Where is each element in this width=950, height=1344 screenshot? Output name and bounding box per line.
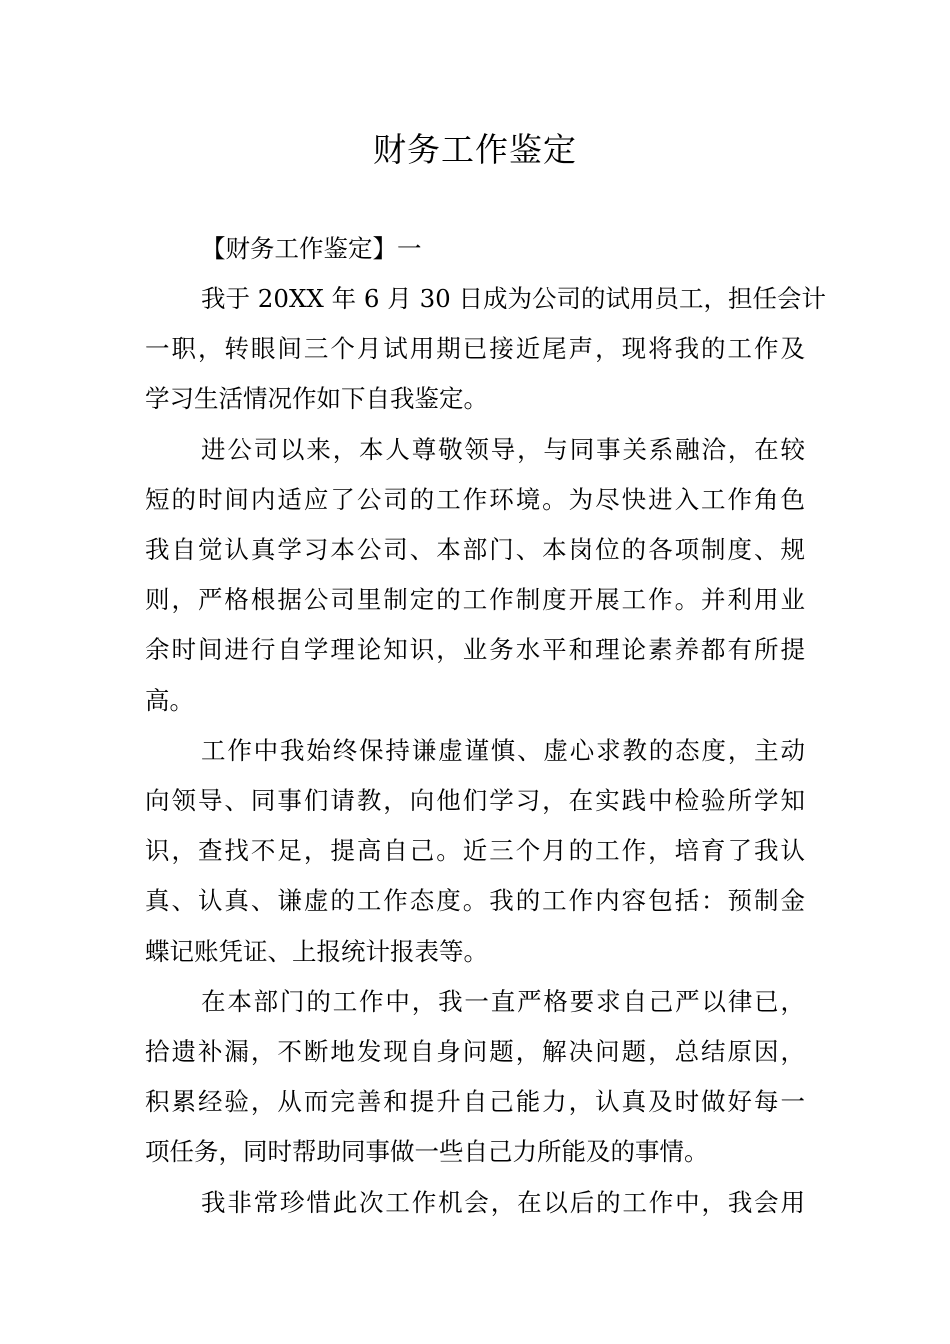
document-title: 财务工作鉴定 <box>373 130 577 169</box>
body-paragraph <box>145 977 805 1178</box>
paragraph-line: 我于 20XX 年 6 月 30 日成为公司的试用员工，担任会计 <box>201 284 827 313</box>
paragraph-line: 短的时间内适应了公司的工作环境。为尽快进入工作角色 <box>145 484 805 514</box>
paragraph-line: 一职，转眼间三个月试用期已接近尾声，现将我的工作及 <box>145 334 805 364</box>
section-heading: 【财务工作鉴定】一 <box>201 234 422 263</box>
paragraph-line: 积累经验，从而完善和提升自己能力，认真及时做好每一 <box>145 1087 805 1117</box>
paragraph-line: 真、认真、谦虚的工作态度。我的工作内容包括：预制金 <box>145 886 805 916</box>
paragraph-line: 余时间进行自学理论知识，业务水平和理论素养都有所提 <box>145 635 805 665</box>
paragraph-line: 学习生活情况作如下自我鉴定。 <box>145 384 488 414</box>
body-paragraph <box>145 425 805 726</box>
body-paragraph <box>145 726 805 977</box>
paragraph-line: 拾遗补漏，不断地发现自身问题，解决问题，总结原因， <box>145 1037 805 1067</box>
body-paragraph <box>145 1178 805 1228</box>
paragraph-line: 蝶记账凭证、上报统计报表等。 <box>145 936 488 966</box>
paragraph-line: 工作中我始终保持谦虚谨慎、虚心求教的态度，主动 <box>201 735 805 765</box>
body-paragraph <box>145 274 827 425</box>
paragraph-line: 识，查找不足，提高自己。近三个月的工作，培育了我认 <box>145 836 805 866</box>
paragraph-line: 我非常珍惜此次工作机会，在以后的工作中，我会用 <box>201 1187 805 1217</box>
paragraph-list <box>145 274 827 1228</box>
paragraph-line: 项任务，同时帮助同事做一些自己力所能及的事情。 <box>145 1137 709 1167</box>
paragraph-line: 我自觉认真学习本公司、本部门、本岗位的各项制度、规 <box>145 535 805 565</box>
document-body <box>145 224 827 1228</box>
paragraph-line: 向领导、同事们请教，向他们学习，在实践中检验所学知 <box>145 786 805 816</box>
paragraph-line: 在本部门的工作中，我一直严格要求自己严以律已， <box>201 986 805 1016</box>
paragraph-line: 进公司以来，本人尊敬领导，与同事关系融洽，在较 <box>201 434 805 464</box>
paragraph-line: 高。 <box>145 685 194 715</box>
paragraph-line: 则，严格根据公司里制定的工作制度开展工作。并利用业 <box>145 585 805 615</box>
